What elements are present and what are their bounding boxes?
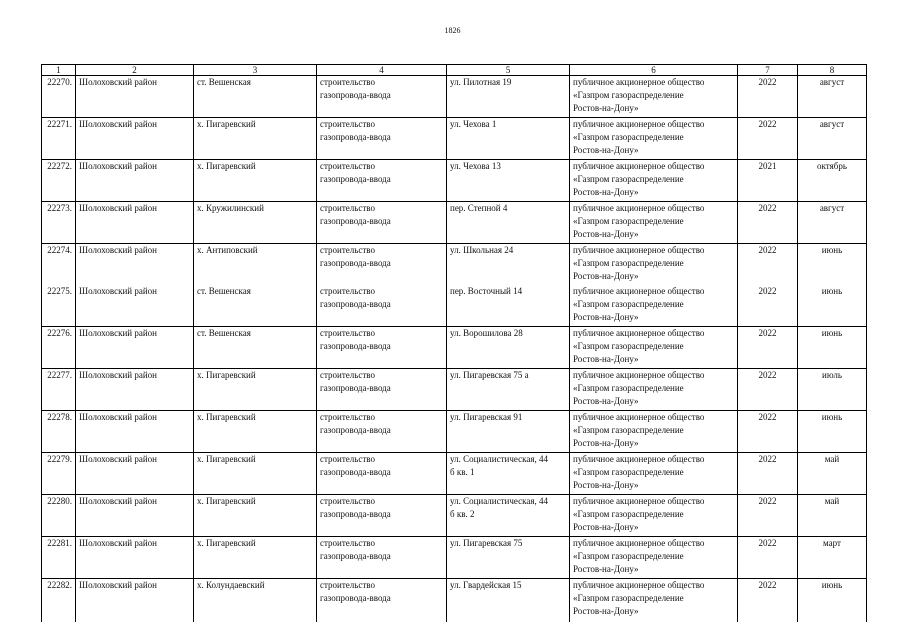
- table-row: [42, 244, 867, 286]
- month-cell: июнь: [798, 285, 867, 327]
- year-cell: 2022: [738, 579, 798, 623]
- organization-cell: публичное акционерное общество «Газпром газораспределение Ростов-на-Дону»: [570, 118, 738, 160]
- registry-table: [41, 64, 867, 622]
- district-cell: Шолоховский район: [76, 202, 194, 244]
- work-cell: строительство газопровода-ввода: [317, 76, 447, 118]
- table-row: [42, 118, 867, 160]
- district-cell: Шолоховский район: [76, 160, 194, 202]
- address-cell: ул. Ворошилова 28: [447, 327, 570, 369]
- year-cell: 2022: [738, 202, 798, 244]
- organization-cell: публичное акционерное общество «Газпром газораспределение Ростов-на-Дону»: [570, 285, 738, 327]
- work-cell: строительство газопровода-ввода: [317, 160, 447, 202]
- district-cell: Шолоховский район: [76, 579, 194, 623]
- address-cell: ул. Пигаревская 75: [447, 537, 570, 579]
- month-cell: июнь: [798, 327, 867, 369]
- month-cell: март: [798, 537, 867, 579]
- locality-cell: х. Пигаревский: [194, 369, 317, 411]
- row-number: 22277.: [42, 369, 76, 411]
- address-cell: ул. Школьная 24: [447, 244, 570, 286]
- column-header: 8: [798, 65, 867, 76]
- organization-cell: публичное акционерное общество «Газпром газораспределение Ростов-на-Дону»: [570, 76, 738, 118]
- row-number: 22278.: [42, 411, 76, 453]
- row-number: 22282.: [42, 579, 76, 623]
- district-cell: Шолоховский район: [76, 369, 194, 411]
- locality-cell: х. Пигаревский: [194, 411, 317, 453]
- year-cell: 2022: [738, 411, 798, 453]
- table-row: [42, 76, 867, 118]
- organization-cell: публичное акционерное общество «Газпром газораспределение Ростов-на-Дону»: [570, 537, 738, 579]
- column-header: 4: [317, 65, 447, 76]
- column-header: 1: [42, 65, 76, 76]
- address-cell: ул. Чехова 13: [447, 160, 570, 202]
- row-number: 22275.: [42, 285, 76, 327]
- organization-cell: публичное акционерное общество «Газпром газораспределение Ростов-на-Дону»: [570, 327, 738, 369]
- organization-cell: публичное акционерное общество «Газпром газораспределение Ростов-на-Дону»: [570, 579, 738, 623]
- month-cell: июнь: [798, 579, 867, 623]
- locality-cell: х. Пигаревский: [194, 537, 317, 579]
- month-cell: октябрь: [798, 160, 867, 202]
- month-cell: июль: [798, 369, 867, 411]
- month-cell: июнь: [798, 244, 867, 286]
- column-header: 3: [194, 65, 317, 76]
- organization-cell: публичное акционерное общество «Газпром газораспределение Ростов-на-Дону»: [570, 160, 738, 202]
- organization-cell: публичное акционерное общество «Газпром газораспределение Ростов-на-Дону»: [570, 202, 738, 244]
- table-row: [42, 579, 867, 623]
- year-cell: 2022: [738, 369, 798, 411]
- table-row: [42, 495, 867, 537]
- work-cell: строительство газопровода-ввода: [317, 495, 447, 537]
- column-header: 2: [76, 65, 194, 76]
- year-cell: 2022: [738, 76, 798, 118]
- table-row: [42, 537, 867, 579]
- row-number: 22271.: [42, 118, 76, 160]
- address-cell: ул. Чехова 1: [447, 118, 570, 160]
- work-cell: строительство газопровода-ввода: [317, 537, 447, 579]
- district-cell: Шолоховский район: [76, 453, 194, 495]
- month-cell: август: [798, 202, 867, 244]
- work-cell: строительство газопровода-ввода: [317, 579, 447, 623]
- organization-cell: публичное акционерное общество «Газпром газораспределение Ростов-на-Дону»: [570, 369, 738, 411]
- year-cell: 2022: [738, 327, 798, 369]
- work-cell: строительство газопровода-ввода: [317, 244, 447, 286]
- year-cell: 2022: [738, 285, 798, 327]
- work-cell: строительство газопровода-ввода: [317, 285, 447, 327]
- locality-cell: х. Колундаевский: [194, 579, 317, 623]
- table-row: [42, 369, 867, 411]
- table-row: [42, 160, 867, 202]
- locality-cell: ст. Вешенская: [194, 285, 317, 327]
- table-row: [42, 453, 867, 495]
- address-cell: пер. Степной 4: [447, 202, 570, 244]
- row-number: 22274.: [42, 244, 76, 286]
- district-cell: Шолоховский район: [76, 76, 194, 118]
- table-row: [42, 202, 867, 244]
- year-cell: 2022: [738, 244, 798, 286]
- locality-cell: х. Пигаревский: [194, 495, 317, 537]
- organization-cell: публичное акционерное общество «Газпром газораспределение Ростов-на-Дону»: [570, 495, 738, 537]
- row-number: 22276.: [42, 327, 76, 369]
- district-cell: Шолоховский район: [76, 411, 194, 453]
- column-number-row: [42, 65, 867, 76]
- address-cell: пер. Восточный 14: [447, 285, 570, 327]
- month-cell: август: [798, 76, 867, 118]
- address-cell: ул. Пигаревская 75 а: [447, 369, 570, 411]
- organization-cell: публичное акционерное общество «Газпром газораспределение Ростов-на-Дону»: [570, 411, 738, 453]
- work-cell: строительство газопровода-ввода: [317, 202, 447, 244]
- table-row: [42, 285, 867, 327]
- address-cell: ул. Социалистическая, 44 б кв. 2: [447, 495, 570, 537]
- locality-cell: х. Кружилинский: [194, 202, 317, 244]
- district-cell: Шолоховский район: [76, 118, 194, 160]
- locality-cell: ст. Вешенская: [194, 327, 317, 369]
- row-number: 22273.: [42, 202, 76, 244]
- month-cell: август: [798, 118, 867, 160]
- row-number: 22279.: [42, 453, 76, 495]
- organization-cell: публичное акционерное общество «Газпром газораспределение Ростов-на-Дону»: [570, 244, 738, 286]
- month-cell: май: [798, 495, 867, 537]
- address-cell: ул. Социалистическая, 44 б кв. 1: [447, 453, 570, 495]
- table-row: [42, 327, 867, 369]
- row-number: 22270.: [42, 76, 76, 118]
- district-cell: Шолоховский район: [76, 327, 194, 369]
- column-header: 7: [738, 65, 798, 76]
- work-cell: строительство газопровода-ввода: [317, 327, 447, 369]
- month-cell: май: [798, 453, 867, 495]
- locality-cell: х. Пигаревский: [194, 118, 317, 160]
- locality-cell: х. Пигаревский: [194, 160, 317, 202]
- locality-cell: ст. Вешенская: [194, 76, 317, 118]
- work-cell: строительство газопровода-ввода: [317, 369, 447, 411]
- table-row: [42, 411, 867, 453]
- district-cell: Шолоховский район: [76, 285, 194, 327]
- year-cell: 2022: [738, 537, 798, 579]
- district-cell: Шолоховский район: [76, 495, 194, 537]
- organization-cell: публичное акционерное общество «Газпром газораспределение Ростов-на-Дону»: [570, 453, 738, 495]
- work-cell: строительство газопровода-ввода: [317, 411, 447, 453]
- work-cell: строительство газопровода-ввода: [317, 453, 447, 495]
- work-cell: строительство газопровода-ввода: [317, 118, 447, 160]
- address-cell: ул. Гвардейская 15: [447, 579, 570, 623]
- year-cell: 2022: [738, 453, 798, 495]
- year-cell: 2022: [738, 495, 798, 537]
- year-cell: 2022: [738, 118, 798, 160]
- column-header: 5: [447, 65, 570, 76]
- address-cell: ул. Пигаревская 91: [447, 411, 570, 453]
- address-cell: ул. Пилотная 19: [447, 76, 570, 118]
- page-number: 1826: [444, 26, 461, 35]
- row-number: 22272.: [42, 160, 76, 202]
- month-cell: июнь: [798, 411, 867, 453]
- row-number: 22280.: [42, 495, 76, 537]
- locality-cell: х. Пигаревский: [194, 453, 317, 495]
- row-number: 22281.: [42, 537, 76, 579]
- year-cell: 2021: [738, 160, 798, 202]
- district-cell: Шолоховский район: [76, 244, 194, 286]
- locality-cell: х. Антиповский: [194, 244, 317, 286]
- column-header: 6: [570, 65, 738, 76]
- district-cell: Шолоховский район: [76, 537, 194, 579]
